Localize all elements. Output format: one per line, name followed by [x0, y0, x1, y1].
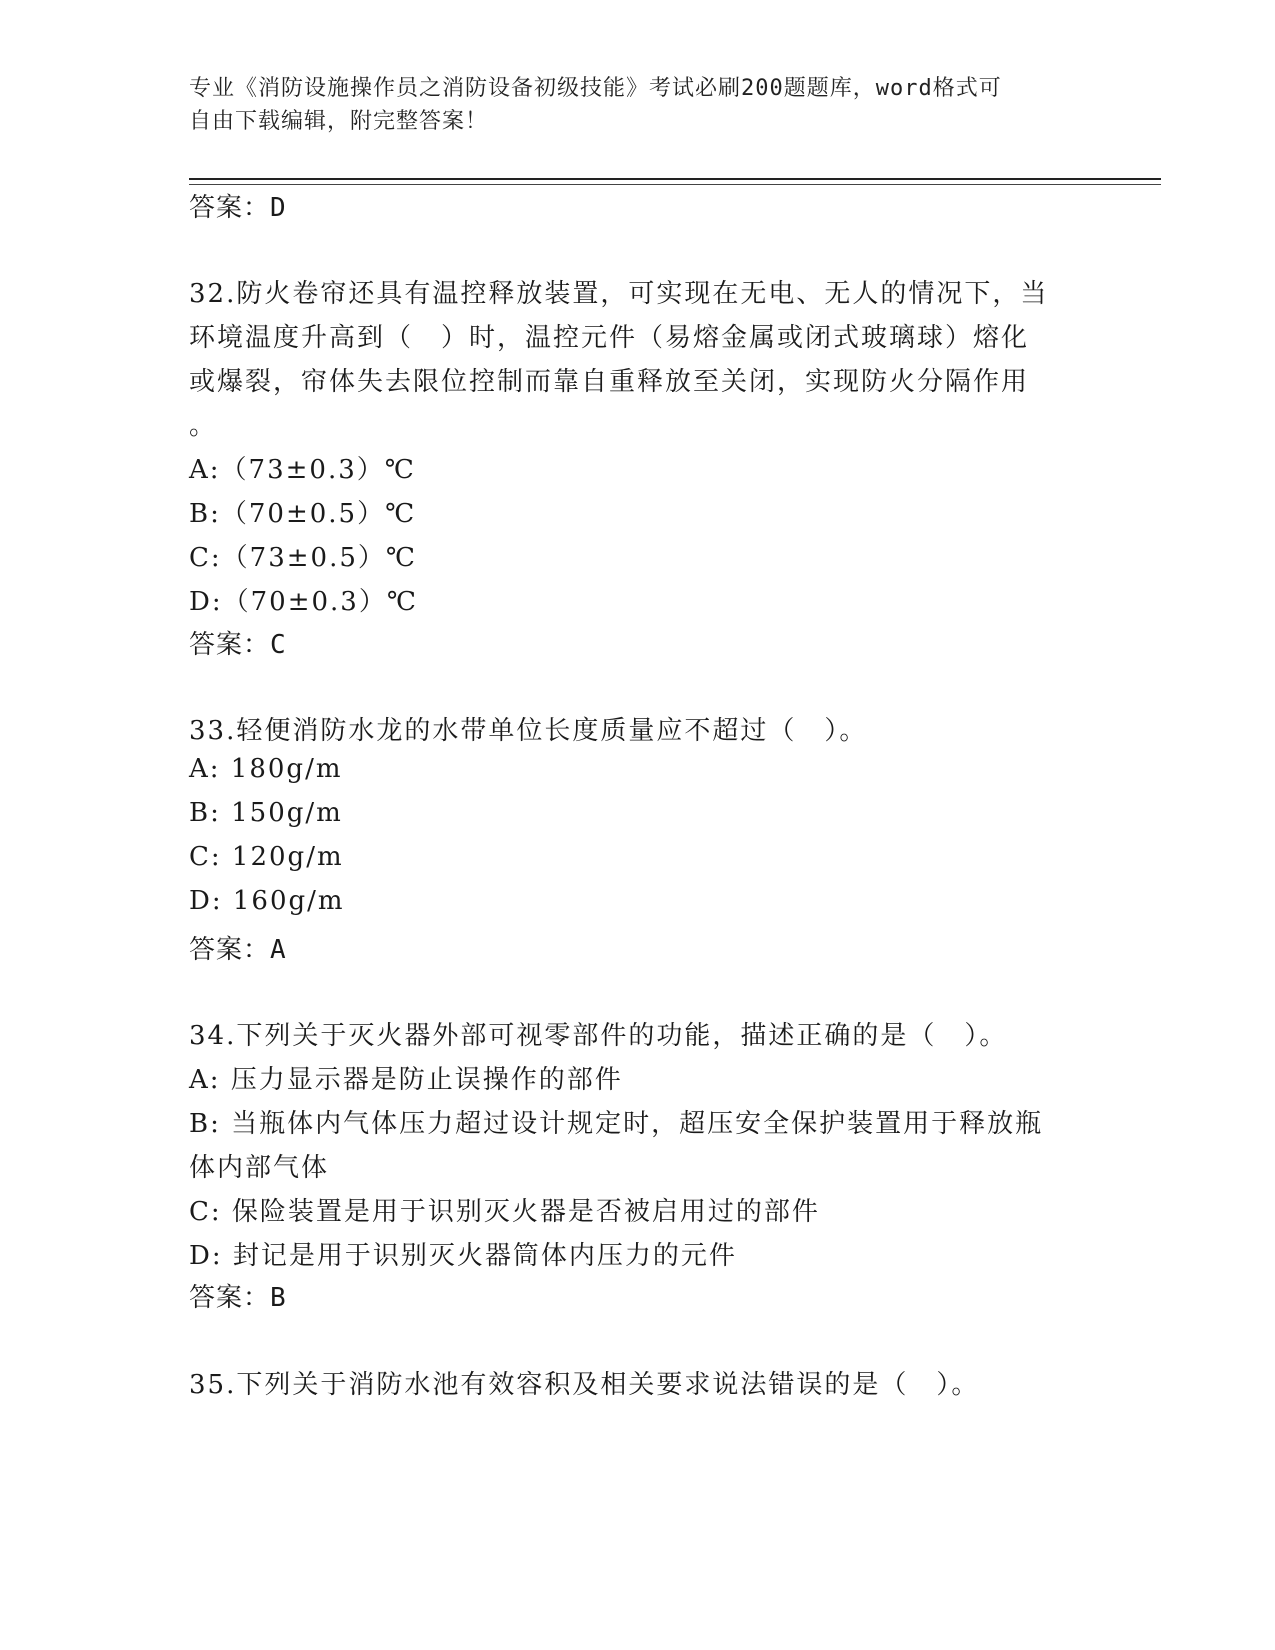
- question-32-stem-line-4: 。: [189, 411, 218, 441]
- document-header: [189, 72, 1089, 138]
- question-32-stem-line-3: 或爆裂，帘体失去限位控制而靠自重释放至关闭，实现防火分隔作用: [189, 367, 1030, 397]
- question-35-stem-line-1: 35.下列关于消防水池有效容积及相关要求说法错误的是（ ）。: [189, 1370, 980, 1400]
- answer-label: 答案：: [189, 1283, 271, 1313]
- question-33-option-b: B: 150g/m: [189, 798, 343, 828]
- answer-label: 答案：: [189, 193, 271, 223]
- question-34-option-c: C: 保险装置是用于识别灭火器是否被启用过的部件: [189, 1197, 820, 1227]
- answer-value: D: [270, 193, 287, 223]
- question-32-stem-line-1: 32.防火卷帘还具有温控释放装置，可实现在无电、无人的情况下，当: [189, 279, 1049, 309]
- answer-value: B: [270, 1283, 287, 1313]
- question-34-stem-line-1: 34.下列关于灭火器外部可视零部件的功能，描述正确的是（ ）。: [189, 1021, 1008, 1051]
- question-33-option-d: D: 160g/m: [189, 886, 345, 916]
- question-32-option-d: D:（70±0.3）℃: [189, 587, 418, 617]
- answer-label: 答案：: [189, 630, 271, 660]
- question-34-option-b: B: 当瓶体内气体压力超过设计规定时，超压安全保护装置用于释放瓶: [189, 1109, 1044, 1139]
- question-33-answer: [189, 929, 287, 966]
- question-33-option-c: C: 120g/m: [189, 842, 344, 872]
- header-rule-thick: [189, 178, 1161, 180]
- question-32-option-b: B:（70±0.5）℃: [189, 499, 417, 529]
- answer-line-prev: [189, 187, 287, 224]
- question-34-option-b-continued: 体内部气体: [189, 1153, 330, 1183]
- header-rule-thin: [189, 184, 1161, 185]
- question-34-option-a: A: 压力显示器是防止误操作的部件: [189, 1065, 623, 1095]
- header-line-2: 自由下载编辑，附完整答案！: [189, 109, 489, 134]
- answer-value: C: [270, 630, 287, 660]
- question-33-stem-line-1: 33.轻便消防水龙的水带单位长度质量应不超过（ ）。: [189, 716, 868, 746]
- question-32-option-a: A:（73±0.3）℃: [189, 455, 416, 485]
- answer-value: A: [270, 935, 287, 965]
- question-32-stem-line-2: 环境温度升高到（ ）时，温控元件（易熔金属或闭式玻璃球）熔化: [189, 323, 1030, 353]
- header-line-1: 专业《消防设施操作员之消防设备初级技能》考试必刷200题题库，word格式可: [189, 76, 1002, 101]
- question-32-answer: [189, 624, 287, 661]
- question-34-answer: [189, 1277, 287, 1314]
- question-32-option-c: C:（73±0.5）℃: [189, 543, 417, 573]
- answer-label: 答案：: [189, 935, 271, 965]
- question-33-option-a: A: 180g/m: [189, 754, 343, 784]
- question-34-option-d: D: 封记是用于识别灭火器筒体内压力的元件: [189, 1241, 737, 1271]
